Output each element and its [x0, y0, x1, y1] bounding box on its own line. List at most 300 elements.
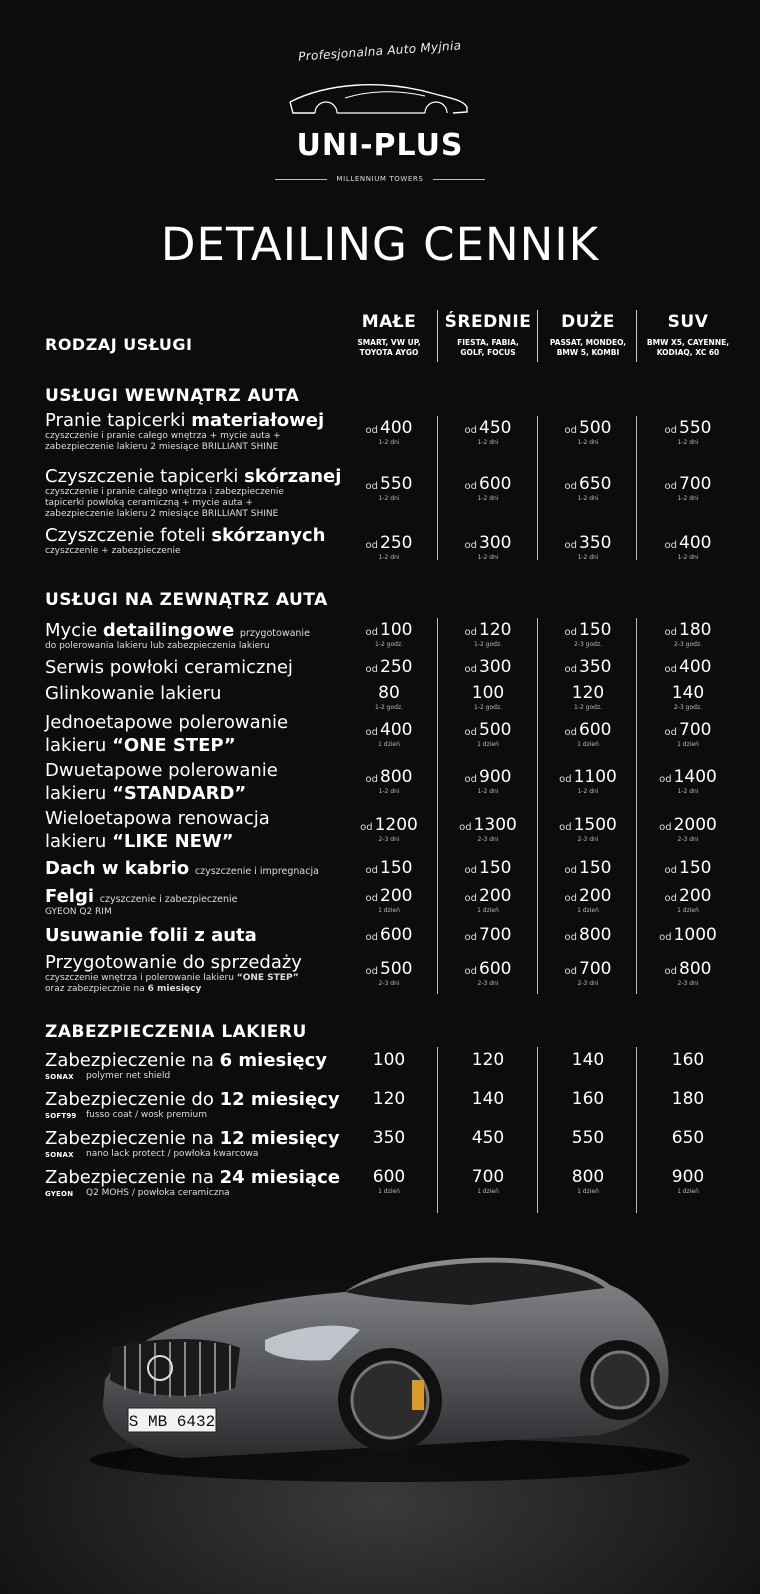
service-description: [45, 984, 201, 995]
price-prefix: od: [459, 822, 472, 833]
price-value: 80: [378, 683, 400, 703]
price-value: 140: [571, 1050, 605, 1070]
price-cell: [438, 720, 538, 748]
service-name-bold: skórzanych: [211, 525, 326, 546]
price-value: 200: [479, 886, 512, 906]
price-duration: 1-2 dni: [577, 439, 599, 446]
price-cell: [438, 925, 538, 945]
service-name: [45, 1167, 340, 1188]
price-prefix: od: [559, 774, 572, 785]
service-name-text: Wieloetapowa renowacja: [45, 808, 270, 829]
price-cell: [538, 1167, 638, 1195]
price-value: 700: [579, 959, 612, 979]
brand-mark: SONAX: [45, 1151, 74, 1159]
size-examples: [438, 338, 538, 358]
price-value: 120: [571, 683, 605, 703]
price-cell: [538, 683, 638, 711]
price-cell: [339, 858, 439, 878]
price-duration: 1 dzień: [378, 907, 400, 914]
price-duration: 1 dzień: [677, 741, 699, 748]
price-value: 100: [380, 620, 413, 640]
price-value: 150: [380, 858, 413, 878]
price-value: 200: [679, 886, 712, 906]
size-example-line: BMW 5, KOMBI: [556, 348, 620, 357]
price-cell: [638, 620, 738, 648]
price-prefix: od: [664, 627, 677, 638]
column-divider: [537, 618, 538, 994]
price-cell: [538, 959, 638, 987]
service-name: [45, 831, 234, 852]
service-description: fusso coat / wosk premium: [86, 1110, 207, 1120]
price-prefix: od: [365, 966, 378, 977]
price-prefix: od: [664, 966, 677, 977]
service-name: [45, 1128, 340, 1149]
price-value: 2000: [673, 815, 717, 835]
price-value: 400: [380, 720, 413, 740]
price-prefix: od: [564, 932, 577, 943]
price-value: 550: [679, 418, 712, 438]
price-cell: [438, 657, 538, 677]
price-value: 700: [471, 1167, 505, 1187]
desc-bold: 6 miesięcy: [147, 984, 202, 994]
price-duration: 2-3 godz.: [573, 641, 603, 648]
service-description: tapicerki powłoką ceramiczną + mycie auta +: [45, 498, 253, 508]
service-name: [45, 1089, 340, 1110]
price-duration: 1 dzień: [677, 907, 699, 914]
price-cell: [638, 815, 738, 843]
price-cell: [438, 886, 538, 914]
service-name: [45, 735, 236, 756]
price-prefix: od: [464, 664, 477, 675]
section-title: USŁUGI WEWNĄTRZ AUTA: [45, 386, 300, 406]
price-cell: [438, 767, 538, 795]
price-cell: [538, 767, 638, 795]
size-examples: [538, 338, 638, 358]
price-prefix: od: [464, 425, 477, 436]
price-cell: [339, 474, 439, 502]
price-value: 350: [579, 533, 612, 553]
price-duration: 1-2 godz.: [374, 704, 404, 711]
service-description: zabezpieczenie lakieru 2 miesiące BRILLIANT SHINE: [45, 509, 279, 519]
price-value: 140: [671, 683, 705, 703]
price-cell: [538, 925, 638, 945]
service-name: [45, 466, 341, 487]
price-prefix: od: [365, 932, 378, 943]
price-value: 120: [372, 1089, 406, 1109]
price-value: 500: [579, 418, 612, 438]
price-value: 600: [380, 925, 413, 945]
price-value: 180: [679, 620, 712, 640]
service-name: [45, 808, 270, 829]
price-duration: 1-2 dni: [577, 788, 599, 795]
price-prefix: od: [464, 540, 477, 551]
car-outline-icon: [285, 80, 475, 130]
column-divider: [636, 416, 637, 560]
price-prefix: od: [365, 540, 378, 551]
header-divider: [537, 310, 538, 362]
size-example-line: BMW X5, CAYENNE,: [646, 338, 730, 347]
service-name-text: Zabezpieczenie na: [45, 1050, 220, 1071]
price-cell: [339, 683, 439, 711]
service-name-bold: Dach w kabrio: [45, 858, 190, 879]
service-name-note: czyszczenie i impregnacja: [194, 866, 319, 877]
service-name-note: czyszczenie i zabezpieczenie: [99, 894, 238, 905]
service-name: [45, 712, 288, 733]
section-title: USŁUGI NA ZEWNĄTRZ AUTA: [45, 590, 328, 610]
price-duration: 2-3 dni: [477, 836, 499, 843]
price-duration: 1 dzień: [577, 741, 599, 748]
service-name-bold: Usuwanie folii z auta: [45, 925, 257, 946]
price-cell: [339, 767, 439, 795]
price-value: 250: [380, 657, 413, 677]
service-name: [45, 683, 221, 704]
price-duration: 1-2 dni: [378, 554, 400, 561]
price-value: 700: [479, 925, 512, 945]
price-value: 900: [671, 1167, 705, 1187]
car-photo: [0, 1230, 760, 1594]
price-value: 600: [372, 1167, 406, 1187]
service-name-bold: 12 miesięcy: [219, 1128, 340, 1149]
size-name: DUŻE: [561, 312, 615, 332]
price-cell: [438, 418, 538, 446]
size-name: MAŁE: [361, 312, 417, 332]
price-duration: 2-3 godz.: [673, 704, 703, 711]
service-name-text: Mycie: [45, 620, 103, 641]
price-prefix: od: [659, 822, 672, 833]
price-value: 350: [579, 657, 612, 677]
price-value: 180: [671, 1089, 705, 1109]
price-cell: [438, 533, 538, 561]
price-value: 700: [679, 474, 712, 494]
price-duration: 1-2 godz.: [573, 704, 603, 711]
price-duration: 1 dzień: [378, 1188, 400, 1195]
price-value: 800: [571, 1167, 605, 1187]
price-value: 120: [479, 620, 512, 640]
size-name: ŚREDNIE: [444, 312, 532, 332]
price-duration: 1-2 dni: [677, 439, 699, 446]
price-value: 400: [679, 657, 712, 677]
price-duration: 1 dzień: [577, 907, 599, 914]
column-divider: [437, 618, 438, 994]
price-prefix: od: [659, 932, 672, 943]
price-cell: [339, 620, 439, 648]
service-name: [45, 952, 302, 973]
price-duration: 2-3 dni: [378, 836, 400, 843]
price-prefix: od: [365, 893, 378, 904]
price-prefix: od: [365, 481, 378, 492]
price-prefix: od: [365, 627, 378, 638]
price-duration: 1-2 dni: [577, 554, 599, 561]
price-cell: [538, 1050, 638, 1070]
price-duration: 2-3 godz.: [673, 641, 703, 648]
price-cell: [438, 815, 538, 843]
price-value: 150: [479, 858, 512, 878]
size-example-line: GOLF, FOCUS: [460, 348, 516, 357]
price-cell: [538, 815, 638, 843]
price-prefix: od: [664, 540, 677, 551]
price-cell: [538, 858, 638, 878]
size-example-line: KODIAQ, XC 60: [656, 348, 720, 357]
service-column-label: RODZAJ USŁUGI: [45, 335, 193, 354]
price-cell: [339, 657, 439, 677]
license-plate: S MB 6432: [128, 1413, 216, 1431]
price-duration: 1-2 godz.: [473, 641, 503, 648]
section-title: ZABEZPIECZENIA LAKIERU: [45, 1022, 307, 1042]
price-value: 650: [579, 474, 612, 494]
price-cell: [339, 1128, 439, 1148]
price-cell: [638, 1089, 738, 1109]
price-cell: [538, 620, 638, 648]
price-cell: [438, 1050, 538, 1070]
price-duration: 1-2 dni: [477, 554, 499, 561]
size-name: SUV: [667, 312, 709, 332]
price-prefix: od: [564, 481, 577, 492]
service-name: [45, 657, 293, 678]
logo-tagline: Profesjonalna Auto Myjnia: [298, 38, 462, 64]
size-column-3: [638, 312, 738, 358]
service-description: polymer net shield: [86, 1071, 171, 1081]
service-name-text: lakieru: [45, 831, 113, 852]
price-cell: [538, 720, 638, 748]
price-cell: [538, 418, 638, 446]
price-cell: [638, 418, 738, 446]
price-duration: 1-2 dni: [378, 788, 400, 795]
price-value: 1500: [573, 815, 617, 835]
price-cell: [438, 620, 538, 648]
price-prefix: od: [659, 774, 672, 785]
service-name-bold: “ONE STEP”: [112, 735, 236, 756]
price-prefix: od: [559, 822, 572, 833]
price-duration: 2-3 dni: [477, 980, 499, 987]
price-cell: [339, 418, 439, 446]
service-name-text: Zabezpieczenie na: [45, 1167, 220, 1188]
price-duration: 1-2 dni: [677, 495, 699, 502]
price-value: 550: [571, 1128, 605, 1148]
price-prefix: od: [664, 893, 677, 904]
size-column-0: [339, 312, 439, 358]
price-prefix: od: [564, 664, 577, 675]
price-value: 100: [372, 1050, 406, 1070]
service-name-text: Czyszczenie tapicerki: [45, 466, 245, 487]
price-cell: [638, 474, 738, 502]
price-cell: [638, 858, 738, 878]
price-prefix: od: [464, 865, 477, 876]
price-cell: [638, 959, 738, 987]
price-prefix: od: [564, 893, 577, 904]
price-value: 200: [380, 886, 413, 906]
service-name-note: przygotowanie: [239, 628, 310, 639]
price-prefix: od: [464, 727, 477, 738]
price-value: 160: [571, 1089, 605, 1109]
price-value: 800: [380, 767, 413, 787]
price-value: 140: [471, 1089, 505, 1109]
price-prefix: od: [365, 774, 378, 785]
service-name-text: lakieru: [45, 735, 113, 756]
service-name-bold: “LIKE NEW”: [112, 831, 234, 852]
price-value: 160: [671, 1050, 705, 1070]
service-name: [45, 760, 278, 781]
price-prefix: od: [360, 822, 373, 833]
price-value: 700: [679, 720, 712, 740]
price-duration: 1-2 dni: [477, 439, 499, 446]
price-cell: [538, 1128, 638, 1148]
service-name-text: Zabezpieczenie na: [45, 1128, 220, 1149]
service-name-text: Zabezpieczenie do: [45, 1089, 220, 1110]
service-name-text: Dwuetapowe polerowanie: [45, 760, 278, 781]
size-examples: [339, 338, 439, 358]
size-example-line: SMART, VW UP,: [357, 338, 421, 347]
price-cell: [339, 1050, 439, 1070]
price-duration: 1 dzień: [477, 907, 499, 914]
price-cell: [438, 1167, 538, 1195]
service-name: [45, 410, 324, 431]
price-prefix: od: [564, 966, 577, 977]
price-prefix: od: [564, 627, 577, 638]
price-value: 1300: [473, 815, 517, 835]
price-value: 300: [479, 533, 512, 553]
service-name: [45, 858, 319, 882]
header-divider: [437, 310, 438, 362]
column-divider: [437, 416, 438, 560]
price-prefix: od: [464, 966, 477, 977]
service-name-bold: detailingowe: [102, 620, 235, 641]
price-value: 100: [471, 683, 505, 703]
size-example-line: TOYOTA AYGO: [359, 348, 419, 357]
price-cell: [638, 533, 738, 561]
price-value: 550: [380, 474, 413, 494]
service-name: [45, 783, 246, 804]
price-duration: 1-2 dni: [677, 788, 699, 795]
service-description: zabezpieczenie lakieru 2 miesiące BRILLIANT SHINE: [45, 442, 279, 452]
price-duration: 2-3 dni: [677, 980, 699, 987]
price-value: 500: [380, 959, 413, 979]
price-cell: [538, 533, 638, 561]
size-column-2: [538, 312, 638, 358]
price-prefix: od: [564, 425, 577, 436]
price-value: 200: [579, 886, 612, 906]
service-name-bold: 24 miesiące: [219, 1167, 340, 1188]
price-prefix: od: [664, 481, 677, 492]
service-name-text: Pranie tapicerki: [45, 410, 192, 431]
price-cell: [638, 1128, 738, 1148]
service-name-bold: 6 miesięcy: [219, 1050, 328, 1071]
price-prefix: od: [464, 774, 477, 785]
service-description: do polerowania lakieru lub zabezpieczenia lakieru: [45, 641, 270, 651]
price-value: 1000: [673, 925, 717, 945]
price-cell: [638, 925, 738, 945]
price-cell: [638, 720, 738, 748]
price-value: 150: [579, 620, 612, 640]
price-prefix: od: [464, 481, 477, 492]
price-cell: [538, 1089, 638, 1109]
column-divider: [636, 618, 637, 994]
price-duration: 1-2 dni: [378, 439, 400, 446]
service-name-text: lakieru: [45, 783, 113, 804]
service-name-bold: skórzanej: [244, 466, 342, 487]
size-examples: [638, 338, 738, 358]
service-name-bold: “STANDARD”: [112, 783, 247, 804]
price-value: 800: [679, 959, 712, 979]
price-duration: 1 dzień: [477, 741, 499, 748]
price-cell: [438, 1128, 538, 1148]
brand-mark: SOFT99: [45, 1112, 77, 1120]
service-description: czyszczenie + zabezpieczenie: [45, 546, 181, 556]
service-name-text: Jednoetapowe polerowanie: [45, 712, 289, 733]
price-prefix: od: [464, 893, 477, 904]
price-value: 1100: [573, 767, 617, 787]
service-description: [45, 973, 299, 984]
service-name-text: Czyszczenie foteli: [45, 525, 212, 546]
service-description: GYEON Q2 RIM: [45, 907, 112, 917]
service-description: czyszczenie i pranie całego wnętrza + mycie auta +: [45, 431, 281, 441]
price-duration: 1-2 dni: [477, 495, 499, 502]
price-value: 120: [471, 1050, 505, 1070]
price-cell: [638, 1167, 738, 1195]
price-cell: [438, 474, 538, 502]
price-cell: [638, 657, 738, 677]
price-value: 300: [479, 657, 512, 677]
header-divider: [636, 310, 637, 362]
price-cell: [339, 959, 439, 987]
price-duration: 1-2 dni: [378, 495, 400, 502]
price-value: 150: [579, 858, 612, 878]
service-description: Q2 MOHS / powłoka ceramiczna: [86, 1188, 230, 1198]
price-duration: 2-3 dni: [577, 980, 599, 987]
service-name: [45, 1050, 327, 1071]
service-name-text: Serwis powłoki ceramicznej: [45, 657, 293, 678]
service-name-text: Przygotowanie do sprzedaży: [45, 952, 302, 973]
service-name-text: Glinkowanie lakieru: [45, 683, 222, 704]
price-prefix: od: [664, 727, 677, 738]
price-cell: [638, 683, 738, 711]
price-prefix: od: [564, 727, 577, 738]
price-cell: [339, 720, 439, 748]
price-cell: [339, 1167, 439, 1195]
price-cell: [538, 474, 638, 502]
price-duration: 1-2 godz.: [374, 641, 404, 648]
column-divider: [537, 416, 538, 560]
price-cell: [339, 886, 439, 914]
desc-text: oraz zabezpiecznie na: [45, 984, 148, 994]
price-value: 1400: [673, 767, 717, 787]
page-title: DETAILING CENNIK: [160, 218, 600, 271]
price-cell: [339, 1089, 439, 1109]
service-name-bold: Felgi: [45, 886, 94, 907]
price-duration: 1-2 dni: [477, 788, 499, 795]
price-prefix: od: [365, 664, 378, 675]
service-description: czyszczenie i pranie całego wnętrza i zabezpieczenie: [45, 487, 284, 497]
price-prefix: od: [464, 627, 477, 638]
price-value: 350: [372, 1128, 406, 1148]
price-value: 1200: [374, 815, 418, 835]
price-value: 600: [479, 959, 512, 979]
price-prefix: od: [564, 865, 577, 876]
price-prefix: od: [464, 932, 477, 943]
service-name-bold: 12 miesięcy: [219, 1089, 340, 1110]
service-description: nano lack protect / powłoka kwarcowa: [86, 1149, 259, 1159]
price-duration: 1 dzień: [477, 1188, 499, 1195]
price-duration: 1-2 dni: [577, 495, 599, 502]
brand-logo: UNI-PLUS: [296, 128, 464, 163]
size-example-line: PASSAT, MONDEO,: [549, 338, 627, 347]
brand-mark: GYEON: [45, 1190, 74, 1198]
price-prefix: od: [664, 664, 677, 675]
price-value: 150: [679, 858, 712, 878]
price-prefix: od: [564, 540, 577, 551]
price-value: 500: [479, 720, 512, 740]
price-value: 450: [471, 1128, 505, 1148]
service-name: [45, 925, 257, 946]
